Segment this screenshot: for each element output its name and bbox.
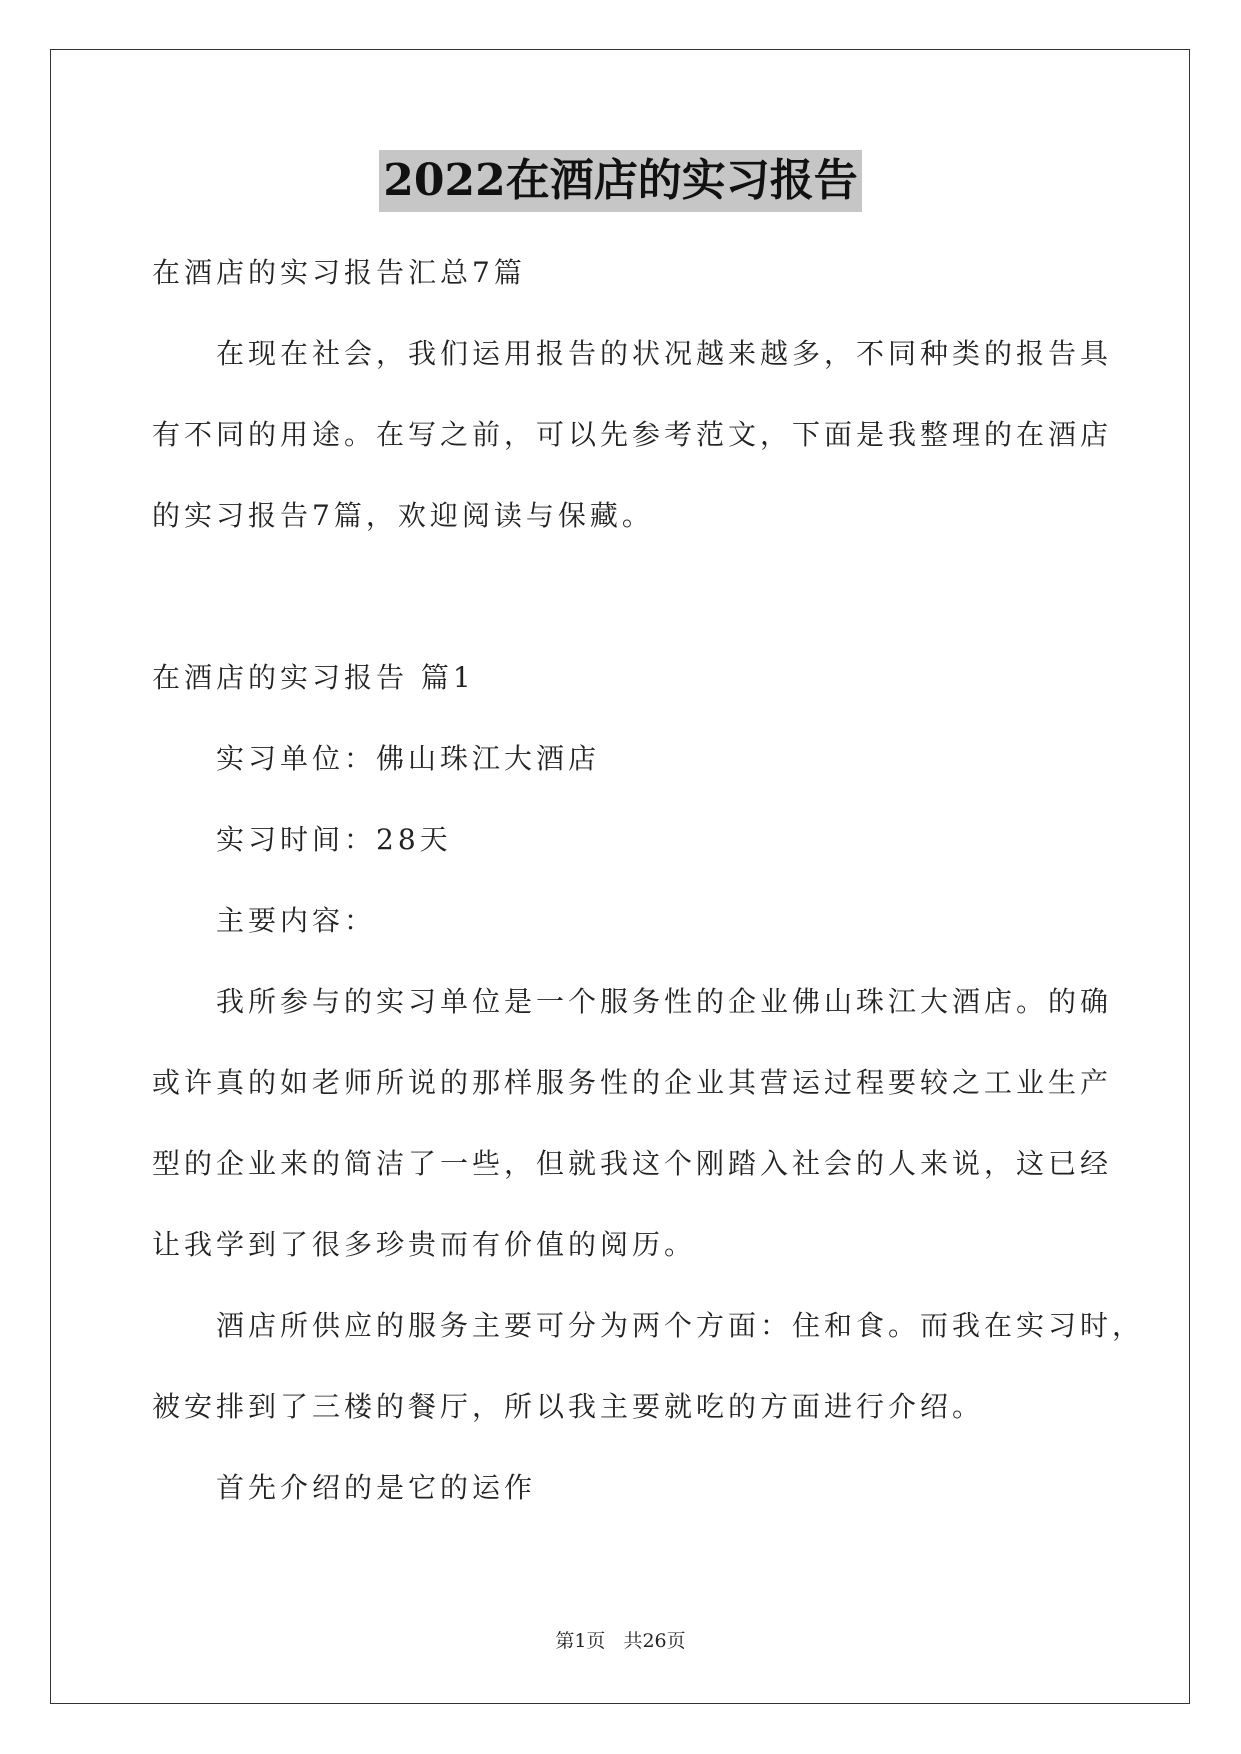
- page-number-total: 共26页: [623, 1630, 686, 1652]
- internship-duration: 实习时间：28天: [216, 823, 452, 856]
- document-body: [152, 232, 1145, 1528]
- para1-line-2: 或许真的如老师所说的那样服务性的企业其营运过程要较之工业生产: [152, 1066, 1113, 1099]
- page-number-current: 第1页: [555, 1630, 606, 1652]
- document-title: 2022在酒店的实习报告: [379, 150, 861, 212]
- para1-line-3: 型的企业来的简洁了一些，但就我这个刚踏入社会的人来说，这已经: [152, 1147, 1113, 1180]
- para1-line-1: 我所参与的实习单位是一个服务性的企业佛山珠江大酒店。的确: [216, 985, 1113, 1018]
- intro-line-1: 在现在社会，我们运用报告的状况越来越多，不同种类的报告具: [216, 337, 1113, 370]
- page-footer: [0, 1626, 1241, 1653]
- intro-line-3: 的实习报告7篇，欢迎阅读与保藏。: [152, 499, 654, 532]
- para3-line-1: 首先介绍的是它的运作: [216, 1471, 537, 1504]
- para2-line-1: 酒店所供应的服务主要可分为两个方面：住和食。而我在实习时，: [216, 1309, 1145, 1342]
- title-container: [0, 150, 1241, 212]
- para2-line-2: 被安排到了三楼的餐厅，所以我主要就吃的方面进行介绍。: [152, 1390, 985, 1423]
- section-gap: [152, 556, 1092, 637]
- document-subtitle: 在酒店的实习报告汇总7篇: [152, 256, 526, 289]
- section-heading: 在酒店的实习报告 篇1: [152, 661, 475, 694]
- intro-line-2: 有不同的用途。在写之前，可以先参考范文，下面是我整理的在酒店: [152, 418, 1113, 451]
- para1-line-4: 让我学到了很多珍贵而有价值的阅历。: [152, 1228, 697, 1261]
- main-content-label: 主要内容：: [216, 904, 377, 937]
- internship-unit: 实习单位：佛山珠江大酒店: [216, 742, 601, 775]
